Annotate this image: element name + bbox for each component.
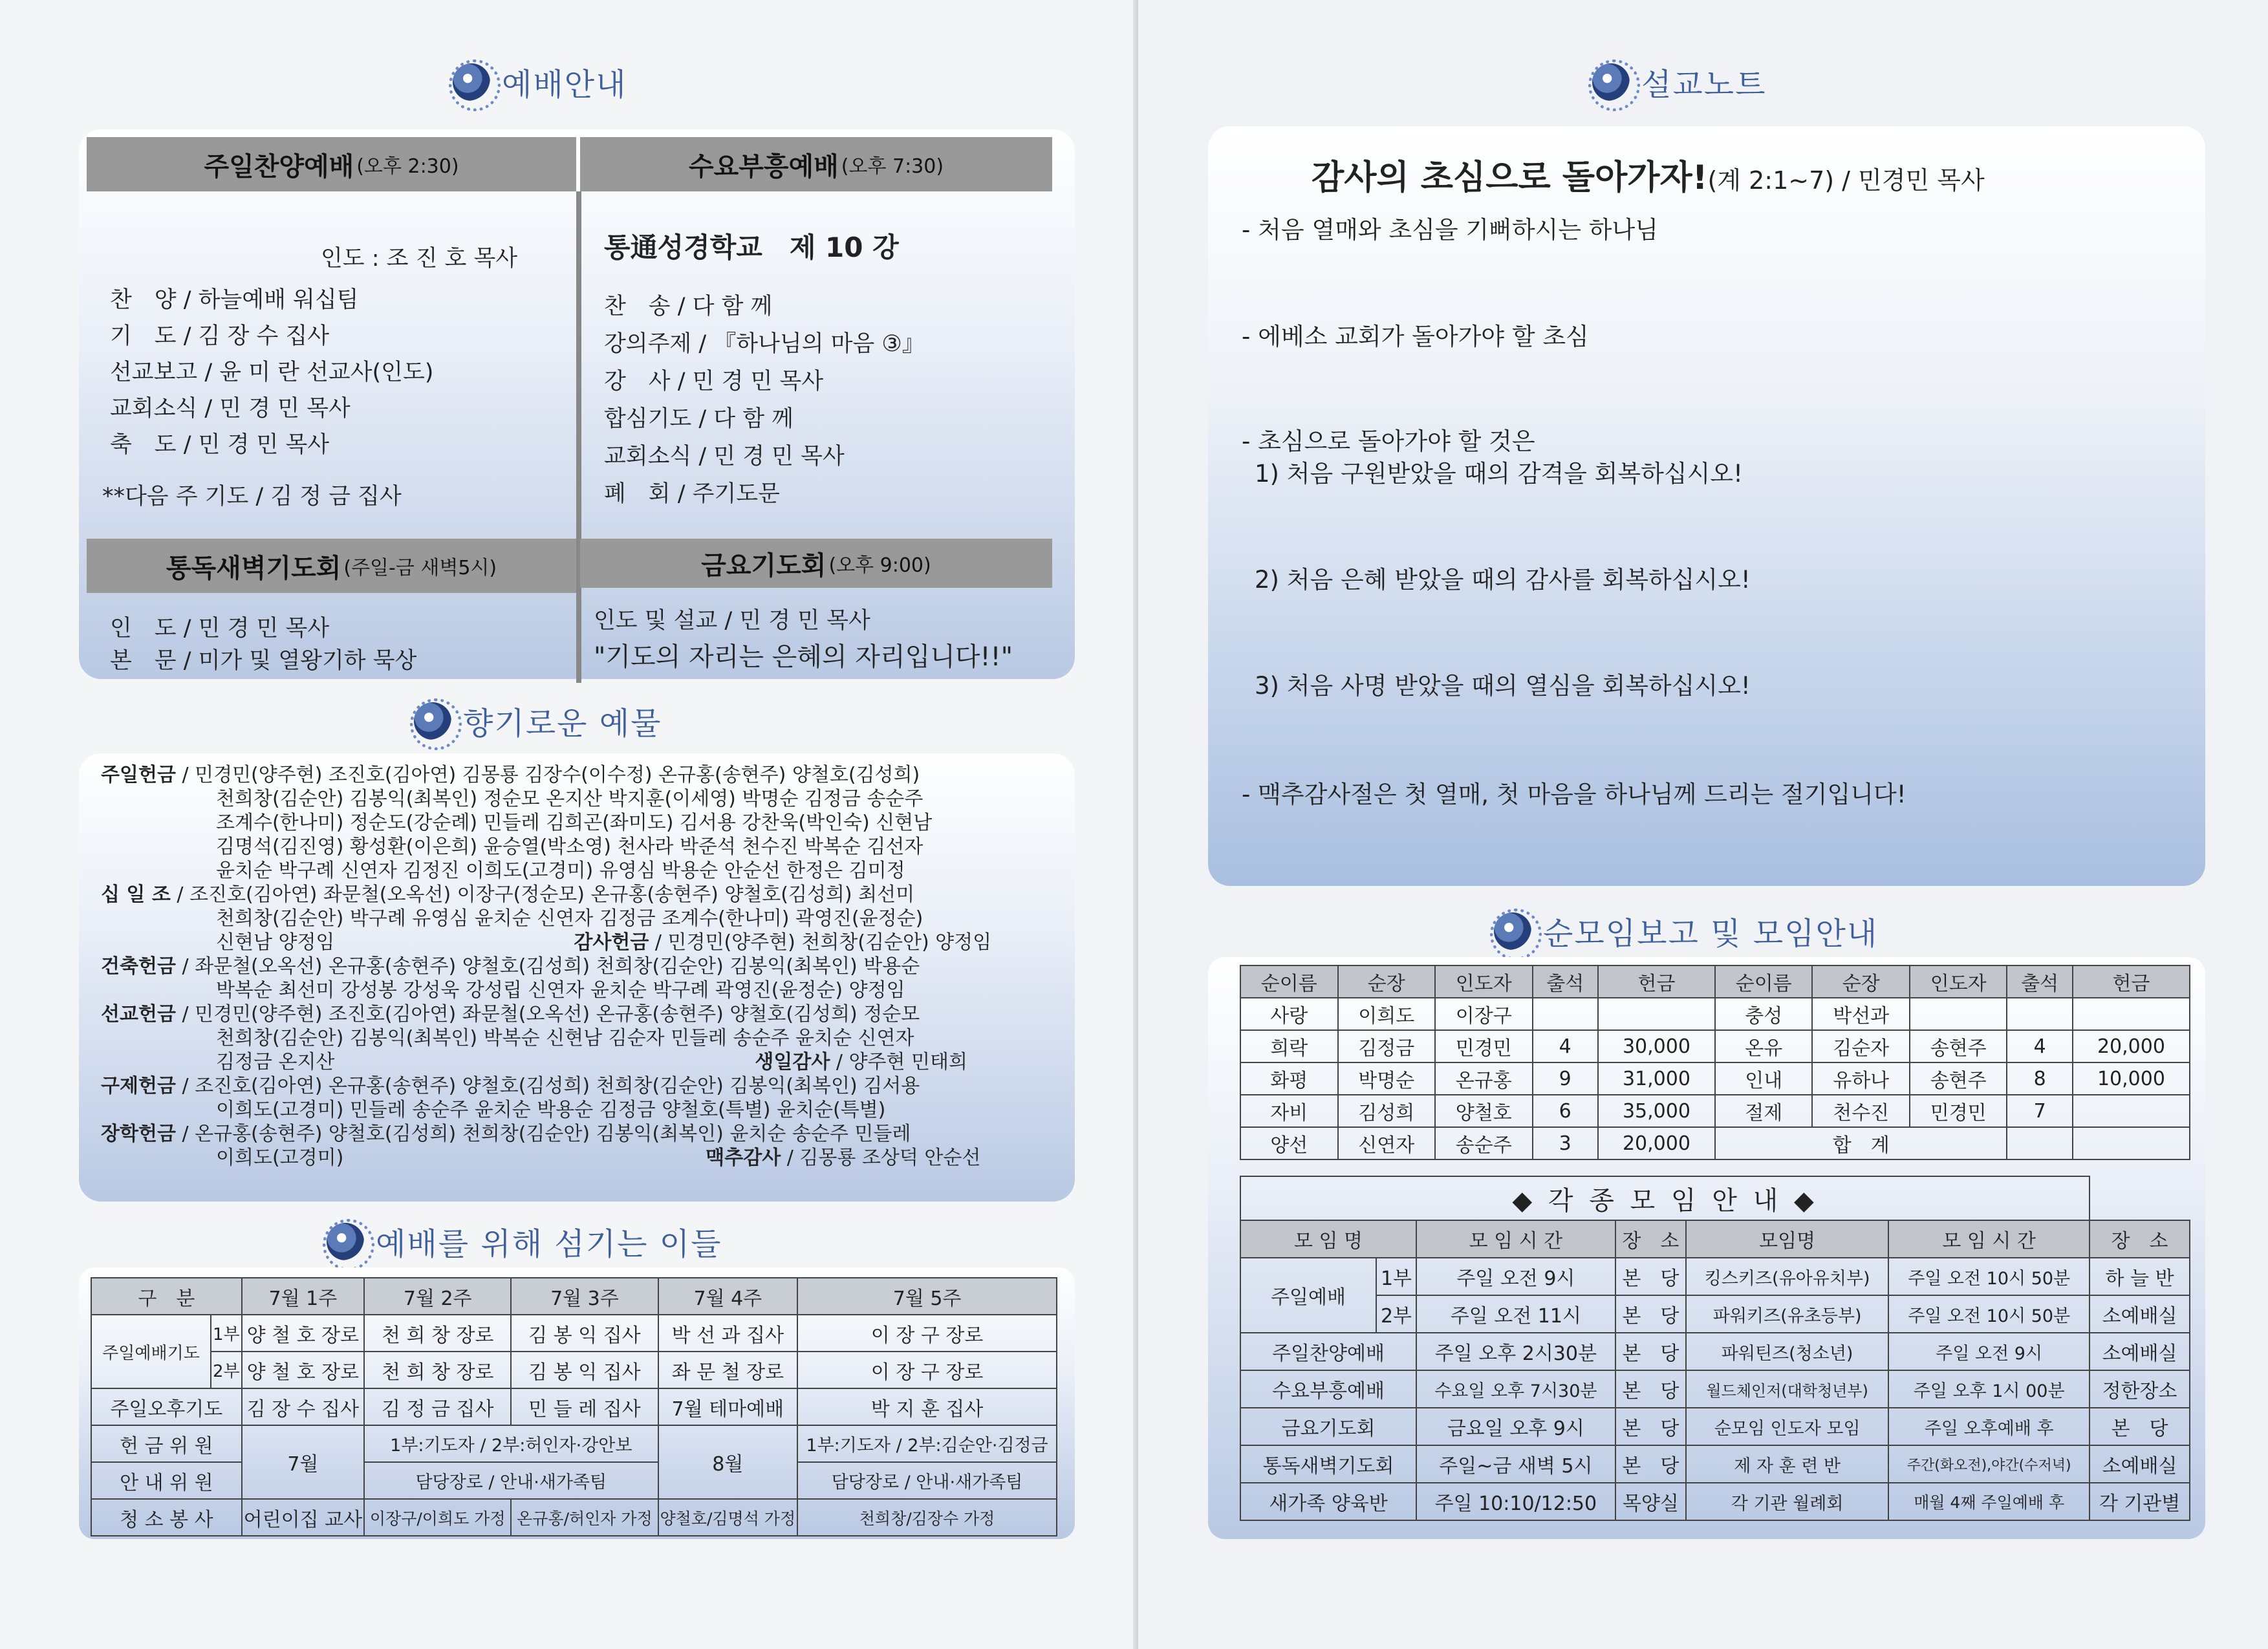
table-row: 헌 금 위 원 7월 1부:기도자 / 2부:허인자·강안보 8월 1부:기도자 / 2부:김순안·김정금 (91, 1425, 1057, 1462)
column-divider (576, 191, 581, 683)
sermon-point: - 처음 열매와 초심을 기뻐하시는 하나님 (1242, 216, 1659, 244)
sermon-headline: 감사의 초심으로 돌아가자!(계 2:1~7) / 민경민 목사 (1312, 158, 1985, 197)
friday-row: 인도 및 설교 / 민 경 민 목사 (594, 608, 870, 634)
table-row: 안 내 위 원 담당장로 / 안내·새가족팀 담당장로 / 안내·새가족팀 (91, 1462, 1057, 1499)
dawn-prayer-header: 통독새벽기도회 (주일-금 새벽5시) (87, 539, 576, 593)
table-row (1240, 1176, 2190, 1220)
church-logo-icon (1592, 63, 1630, 101)
sunday-row: 축 도 / 민 경 민 목사 (110, 432, 330, 458)
friday-prayer-header: 금요기도회 (오후 9:00) (580, 539, 1052, 588)
offering-title: 향기로운 예물 (414, 698, 662, 743)
sunday-row: 기 도 / 김 장 수 집사 (110, 323, 330, 349)
sunday-row: 찬 양 / 하늘예배 워십팀 (110, 287, 359, 313)
table-row: 모 임 명 모 임 시 간 장 소 모임명 모 임 시 간 장 소 (1240, 1220, 2190, 1258)
meetings-table (1240, 1176, 2190, 1521)
church-logo-icon (453, 63, 490, 101)
sermon-point: - 초심으로 돌아가야 할 것은 (1242, 427, 1535, 455)
friday-slogan: "기도의 자리는 은혜의 자리입니다!!" (594, 642, 1013, 672)
sunday-praise-header: 주일찬양예배 (오후 2:30) (87, 137, 576, 191)
table-row: 금요기도회 금요일 오후 9시 본 당 순모임 인도자 모임 주일 오후예배 후 본 당 (1240, 1408, 2190, 1445)
table-row: 양선 신연자 송순주 3 20,000 합 계 (1240, 1127, 2190, 1159)
table-row: 2부 양 철 호 장로 천 희 창 장로 김 봉 익 집사 좌 문 철 장로 이 장 구 장로 (91, 1352, 1057, 1388)
table-row: 화평 박명순 온규홍 9 31,000 인내 유하나 송현주 8 10,000 (1240, 1062, 2190, 1095)
table-row: 주일오후기도 김 장 수 집사 김 정 금 집사 민 들 레 집사 7월 테마예배 박 지 훈 집사 (91, 1388, 1057, 1425)
sermon-note-title: 설교노트 (1592, 59, 1766, 104)
cell-report-table (1240, 965, 2190, 1160)
dawn-row: 본 문 / 미가 및 열왕기하 묵상 (110, 648, 417, 674)
table-row: 주일예배 1부 주일 오전 9시 본 당 킹스키즈(유아유치부) 주일 오전 10시 50분 하 늘 반 (1240, 1258, 2190, 1295)
wednesday-row: 찬 송 / 다 함 께 (604, 294, 773, 319)
table-row: 사랑 이희도 이장구 충성 박선과 (1240, 998, 2190, 1030)
table-row: 주일예배기도 1부 양 철 호 장로 천 희 창 장로 김 봉 익 집사 박 선 과 집사 이 장 구 장로 (91, 1315, 1057, 1352)
table-row: 순이름 순장 인도자 출석 헌금 순이름 순장 인도자 출석 헌금 (1240, 965, 2190, 998)
table-row: 새가족 양육반 주일 10:10/12:50 목양실 각 기관 월례회 매월 4째 주일예배 후 각 기관별 (1240, 1483, 2190, 1520)
servers-title: 예배를 위해 섬기는 이들 (327, 1219, 722, 1264)
sermon-point: 2) 처음 은혜 받았을 때의 감사를 회복하십시오! (1255, 566, 1751, 594)
worship-title: 예배안내 (453, 59, 627, 104)
table-row: 2부 주일 오전 11시 본 당 파워키즈(유초등부) 주일 오전 10시 50분 소예배실 (1240, 1295, 2190, 1333)
sermon-point: - 에베소 교회가 돌아가야 할 초심 (1242, 323, 1589, 350)
table-row: 주일찬양예배 주일 오후 2시30분 본 당 파워틴즈(청소년) 주일 오전 9시 소예배실 (1240, 1333, 2190, 1370)
wednesday-header: 수요부흥예배 (오후 7:30) (580, 137, 1052, 191)
cell-meeting-title: 순모임보고 및 모임안내 (1494, 909, 1878, 953)
offering-list: 주일헌금 / 민경민(양주현) 조진호(김아연) 김몽룡 김장수(이수정) 온규홍(송현주) 양철호(김성희) 천희창(김순안) 김봉익(최복인) 정순모 온지산 박지훈(이세영) 박명순 김정금 송순주 조계수(한나미) 정순도(강순례) 민들레 김희곤(좌미도) 김서용 강찬욱(박인숙) 신현남 김명석(김진영) 황성환(이은희) 윤승열(박소영) 천사라 박준석 천수진 박복순 김선자 윤치순 박구례 신연자 김정진 이희도(고경미) 유영심 박용순 안순선 한정은 김미정 십 일 조 / 조진호(김아연) 좌문철(오옥선) 이장구(정순모) 온규홍(송현주) 양철호(김성희) 최선미 천희창(김순안) 박구례 유영심 윤치순 신연자 김정금 조계수(한나미) 곽영진(윤정순) 신현남 양정임 감사헌금 / 민경민(양주현) 천희창(김순안) 양정임 건축헌금 / 좌문철(오옥선) 온규홍(송현주) 양철호(김성희) 천희창(김순안) 김봉익(최복인) 박용순 박복순 최선미 강성봉 강성욱 강성립 신연자 윤치순 박구례 곽영진(윤정순) 양정임 선교헌금 / 민경민(양주현) 조진호(김아연) 좌문철(오옥선) 온규홍(송현주) 양철호(김성희) 정순모 천희창(김순안) 김봉익(최복인) 박복순 신현남 김순자 민들레 송순주 윤치순 신연자 김정금 온지산 생일감사 / 양주현 민태희 구제헌금 / 조진호(김아연) 온규홍(송현주) 양철호(김성희) 천희창(김순안) 김봉익(최복인) 김서용 이희도(고경미) 민들레 송순주 윤치순 박용순 김정금 양철호(특별) 윤치순(특별) 장학헌금 / 온규홍(송현주) 양철호(김성희) 천희창(김순안) 김봉익(최복인) 윤치순 송순주 민들레 이희도(고경미) 맥추감사 / 김몽룡 조상덕 안순선 (101, 764, 992, 1169)
sunday-leader: 인도 : 조 진 호 목사 (321, 246, 518, 272)
sunday-row: 선교보고 / 윤 미 란 선교사(인도) (110, 360, 434, 385)
wednesday-row: 강의주제 / 『하나님의 마음 ③』 (604, 331, 925, 357)
wednesday-row: 교회소식 / 민 경 민 목사 (604, 444, 845, 469)
table-row: 수요부흥예배 수요일 오후 7시30분 본 당 월드체인저(대학청년부) 주일 오후 1시 00분 정한장소 (1240, 1370, 2190, 1408)
wednesday-row: 폐 회 / 주기도문 (604, 481, 780, 507)
wednesday-row: 합심기도 / 다 함 께 (604, 406, 794, 432)
next-week-prayer: **다음 주 기도 / 김 정 금 집사 (102, 484, 402, 510)
table-row: 청 소 봉 사 어린이집 교사 이장구/이희도 가정 온규홍/허인자 가정 양철호/김명석 가정 천희창/김장수 가정 (91, 1499, 1057, 1536)
wednesday-row: 강 사 / 민 경 민 목사 (604, 369, 824, 394)
dawn-row: 인 도 / 민 경 민 목사 (110, 616, 330, 641)
table-row: 통독새벽기도회 주일~금 새벽 5시 본 당 제 자 훈 련 반 주간(화오전),야간(수저녁) 소예배실 (1240, 1445, 2190, 1483)
sermon-point: 3) 처음 사명 받았을 때의 열심을 회복하십시오! (1255, 672, 1751, 700)
servers-table (91, 1277, 1057, 1536)
table-row: 자비 김성희 양철호 6 35,000 절제 천수진 민경민 7 (1240, 1095, 2190, 1127)
church-logo-icon (1494, 912, 1531, 950)
sunday-row: 교회소식 / 민 경 민 목사 (110, 396, 351, 422)
meetings-title: ◆ 각 종 모 임 안 내 ◆ (1240, 1176, 2090, 1220)
sermon-point: 1) 처음 구원받았을 때의 감격을 회복하십시오! (1255, 460, 1743, 488)
bible-school-title: 통通성경학교 제 10 강 (604, 232, 899, 263)
church-logo-icon (414, 702, 451, 740)
table-row: 구 분 7월 1주 7월 2주 7월 3주 7월 4주 7월 5주 (91, 1278, 1057, 1315)
church-logo-icon (327, 1223, 364, 1260)
table-row: 희락 김정금 민경민 4 30,000 온유 김순자 송현주 4 20,000 (1240, 1030, 2190, 1062)
sermon-point: - 맥추감사절은 첫 열매, 첫 마음을 하나님께 드리는 절기입니다! (1242, 781, 1906, 808)
right-page (1138, 0, 2268, 1649)
